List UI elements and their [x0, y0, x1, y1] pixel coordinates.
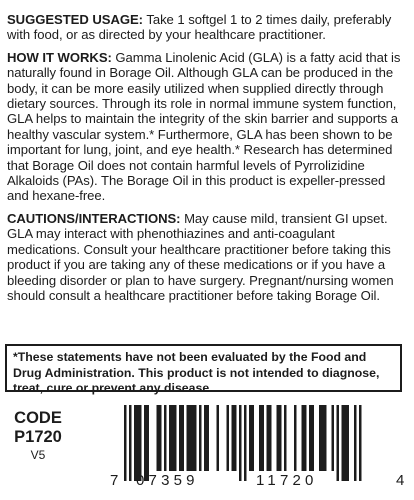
- barcode-bar: [179, 405, 182, 471]
- cautions-paragraph: [7, 211, 409, 303]
- barcode-bar: [187, 405, 190, 471]
- barcode-right-group: 11720: [256, 472, 318, 489]
- barcode-bar: [284, 405, 287, 471]
- how-it-works-paragraph: [7, 50, 409, 204]
- barcode-bar: [354, 405, 357, 481]
- barcode-bar: [322, 405, 325, 471]
- barcode-number-system: 7: [110, 472, 119, 489]
- barcode-bar: [234, 405, 237, 471]
- barcode-bar: [279, 405, 282, 471]
- barcode-bar: [259, 405, 262, 471]
- barcode-bar: [232, 405, 235, 471]
- suggested-usage-paragraph: [7, 12, 409, 43]
- fda-disclaimer-text: *These statements have not been evaluated by the Food and Drug Administration. This product is not intended to diagnose, treat, cure or prevent any disease.: [13, 350, 380, 396]
- product-code: [7, 409, 69, 463]
- barcode-bar: [164, 405, 167, 471]
- barcode-bar: [217, 405, 220, 471]
- barcode-bar: [244, 405, 247, 481]
- barcode-bar: [147, 405, 150, 481]
- how-it-works-text: Gamma Linolenic Acid (GLA) is a fatty acid that is naturally found in Borage Oil. Although GLA can be produced in the body, it can be more easily utilized when supplied directly through dietary sources. Through its role in normal immune system function, GLA helps to maintain the integrity of the skin barrier and supports a healthy vascular system.* Furthermore, GLA has been shown to be important for lung, joint, and eye health.* Research has determined that Borage Oil does not contain harmful levels of Pyrrolizidine Alkaloids (PAs). The Borage Oil in this product is expeller-pressed and hexane-free.: [7, 49, 401, 204]
- barcode-bar: [304, 405, 307, 471]
- barcode-bar: [252, 405, 255, 471]
- barcode-bar: [204, 405, 207, 471]
- barcode-bar: [172, 405, 175, 471]
- barcode-digits: [110, 472, 406, 492]
- barcode-bar: [269, 405, 272, 471]
- barcode-bar: [294, 405, 297, 471]
- barcode-bar: [267, 405, 270, 471]
- barcode-bar: [312, 405, 315, 471]
- barcode-bar: [277, 405, 280, 471]
- barcode-bar: [249, 405, 252, 471]
- barcode-bar: [324, 405, 327, 471]
- barcode-bar: [137, 405, 140, 481]
- barcode-bar: [169, 405, 172, 471]
- barcode-bar: [157, 405, 160, 471]
- code-version: V5: [30, 448, 46, 462]
- barcode-bar: [139, 405, 142, 481]
- barcode-bar: [189, 405, 192, 471]
- barcode-bar: [302, 405, 305, 471]
- barcode-bar: [309, 405, 312, 471]
- barcode-left-group: 07359: [136, 472, 199, 489]
- barcode-bar: [319, 405, 322, 471]
- barcode-bar: [347, 405, 350, 481]
- fda-disclaimer-box: [5, 344, 402, 396]
- how-it-works-heading: HOW IT WORKS:: [7, 49, 112, 65]
- label-text-block: [7, 12, 409, 310]
- code-number: P1720: [14, 428, 62, 446]
- cautions-text: May cause mild, transient GI upset. GLA may interact with phenothiazines and anti-coagulant medications. Consult your healthcare practitioner before taking this product if you are taking any of these medications or if you have a bleeding disorder or plan to have surgery. Pregnant/nursing women should consult a healthcare practitioner before taking Borage Oil.: [7, 210, 394, 303]
- barcode-bar: [134, 405, 137, 481]
- barcode-bar: [227, 405, 230, 471]
- barcode-bar: [182, 405, 185, 471]
- barcode-bar: [344, 405, 347, 481]
- barcode-bar: [124, 405, 127, 481]
- barcode-bar: [174, 405, 177, 471]
- suggested-usage-heading: SUGGESTED USAGE:: [7, 12, 143, 27]
- barcode-bar: [199, 405, 202, 471]
- barcode-check-digit: 4: [396, 472, 405, 489]
- barcode-bar: [144, 405, 147, 481]
- barcode-bar: [192, 405, 195, 471]
- barcode-bar: [359, 405, 362, 481]
- barcode-bar: [129, 405, 132, 481]
- barcode-bar: [332, 405, 335, 471]
- cautions-heading: CAUTIONS/INTERACTIONS:: [7, 210, 181, 226]
- suggested-usage-text: Take 1 softgel 1 to 2 times daily, preferably with food, or as directed by your healthcare practitioner.: [7, 12, 392, 43]
- barcode-bar: [194, 405, 197, 471]
- code-label: CODE: [14, 409, 62, 427]
- barcode-bar: [159, 405, 162, 471]
- barcode-bar: [337, 405, 340, 481]
- upc-barcode: [110, 405, 406, 493]
- barcode-bar: [239, 405, 242, 481]
- barcode-bar: [342, 405, 345, 481]
- barcode-bar: [207, 405, 210, 471]
- barcode-bar: [262, 405, 265, 471]
